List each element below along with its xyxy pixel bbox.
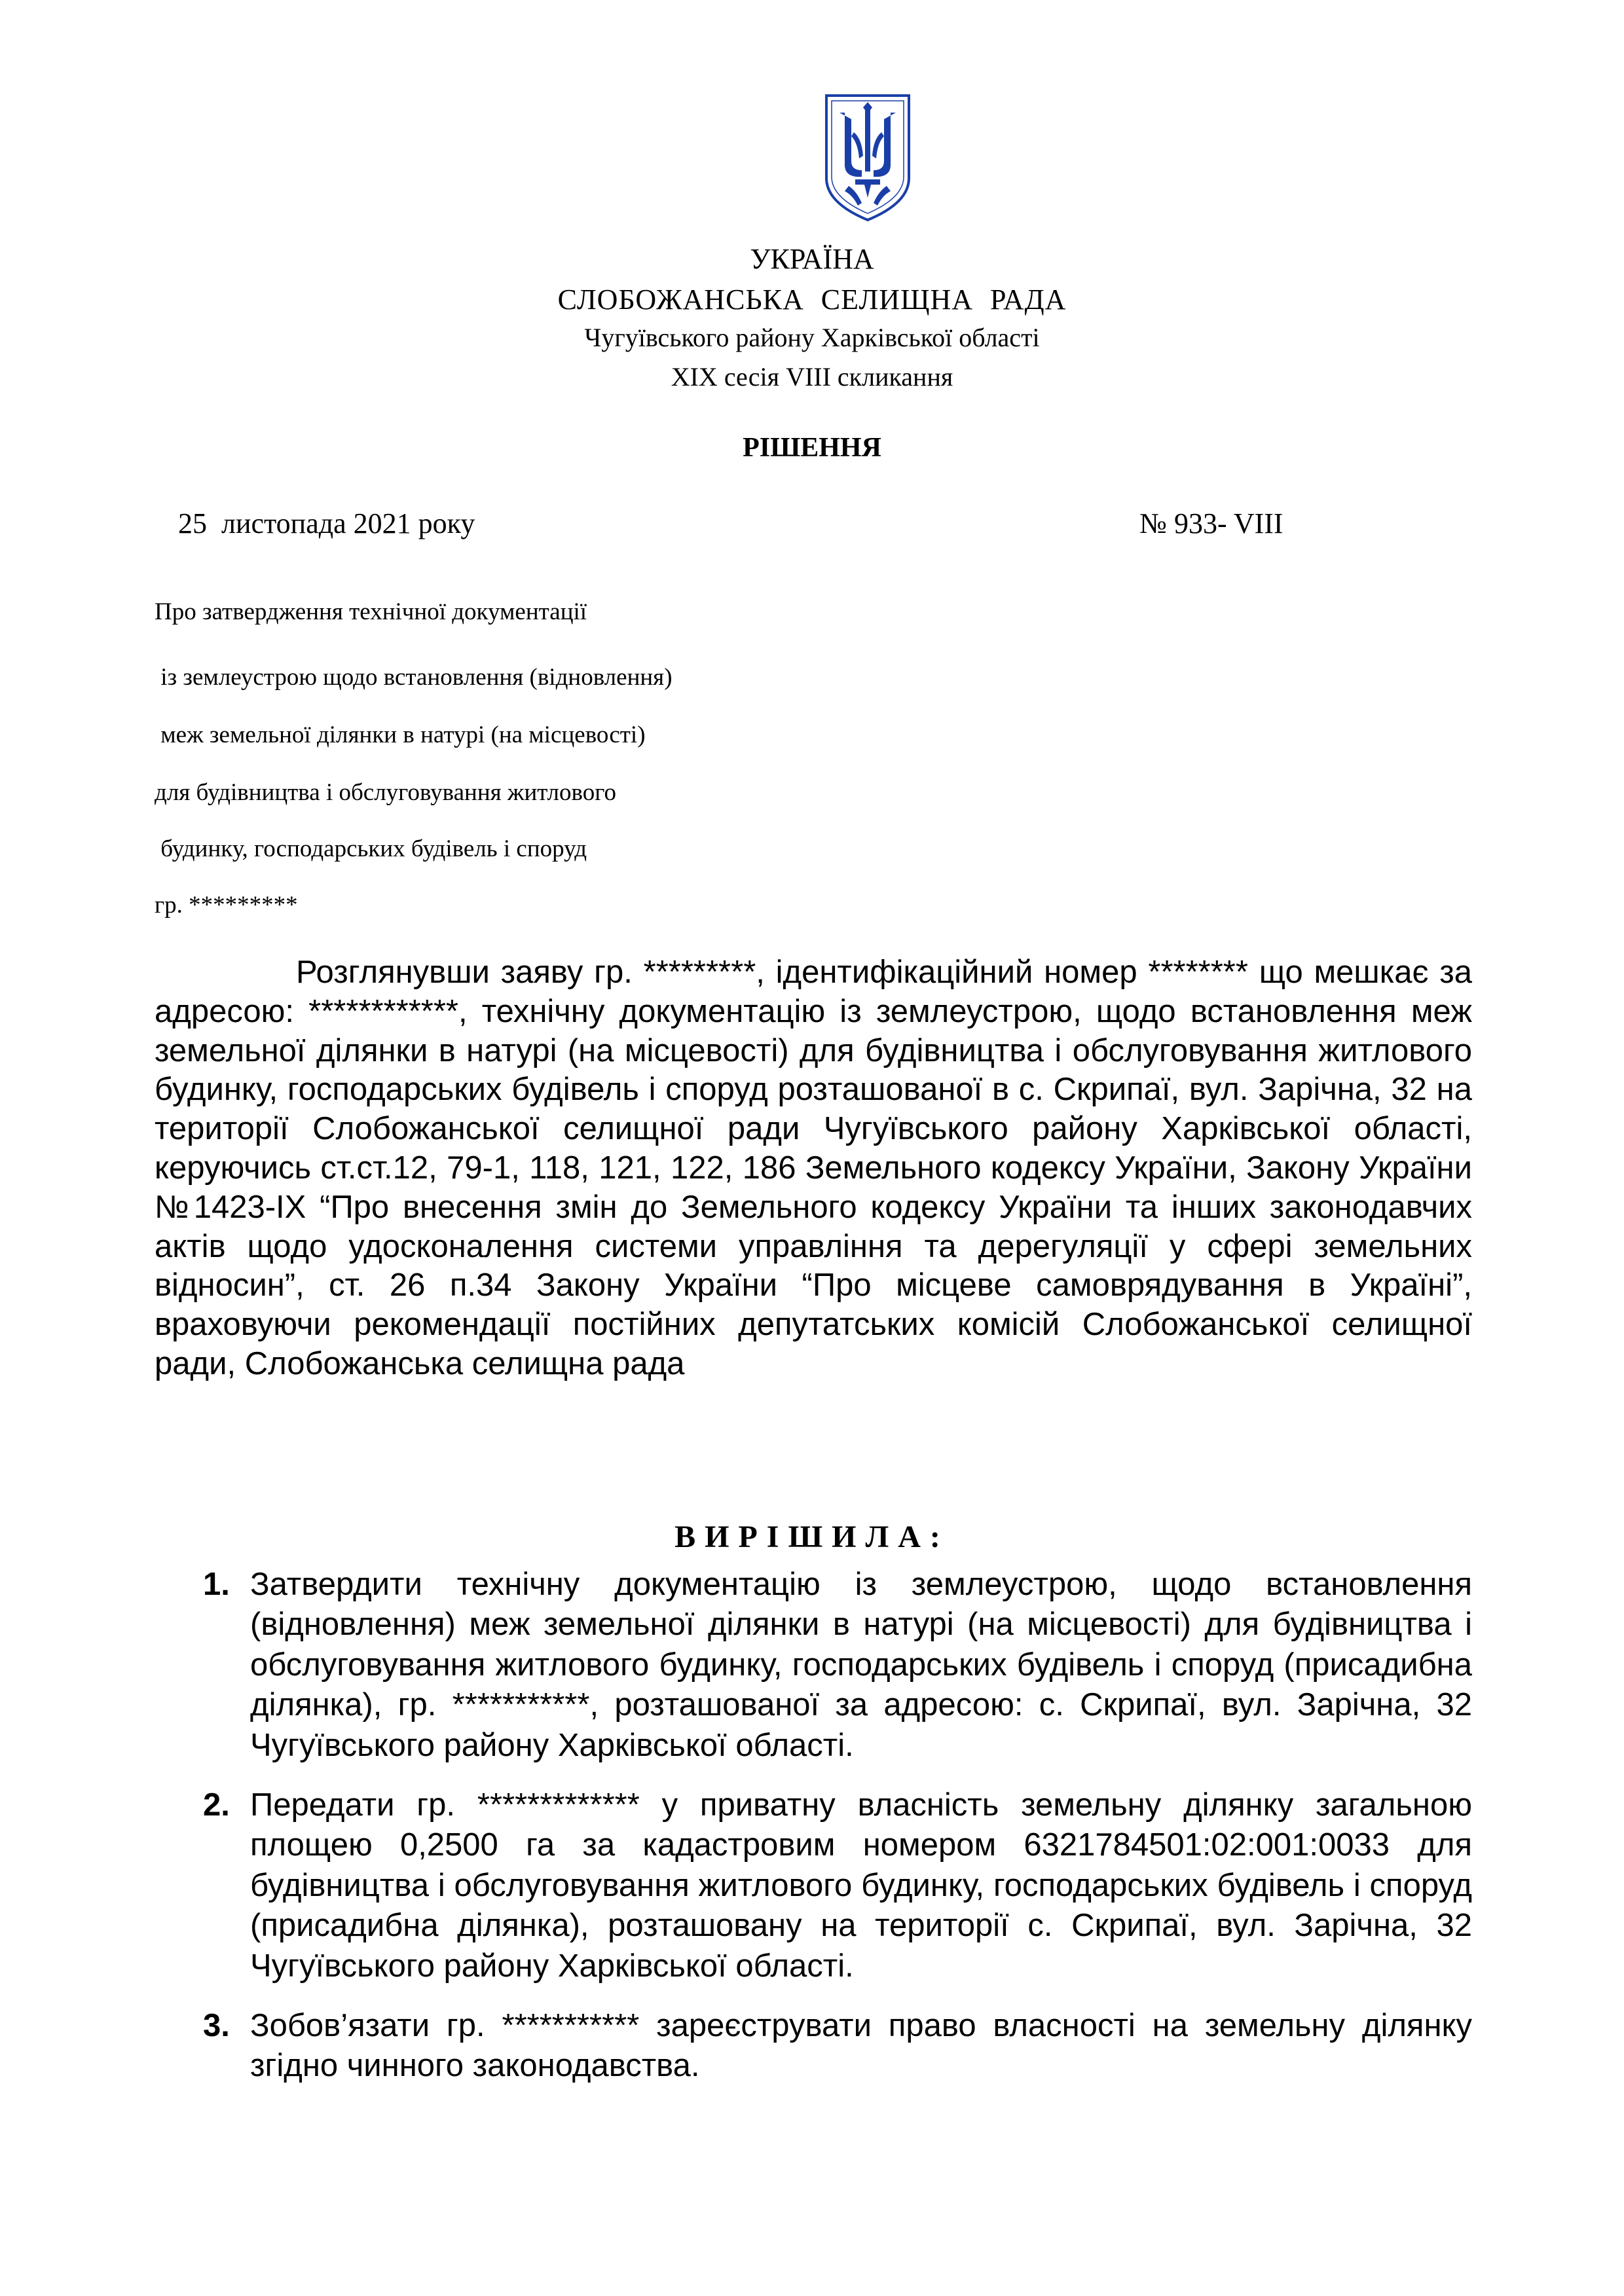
subject-line-5: будинку, господарських будівель і споруд (155, 835, 587, 862)
decision-date: 25 листопада 2021 року (178, 507, 475, 539)
header-session: ХІХ сесія VIII скликання (671, 362, 953, 392)
document-title: РІШЕННЯ (743, 433, 881, 463)
header-country: УКРАЇНА (750, 243, 874, 275)
header-council: СЛОБОЖАНСЬКА СЕЛИЩНА РАДА (557, 283, 1067, 316)
preamble-paragraph (155, 953, 1472, 1384)
subject-line-3: меж земельної ділянки в натурі (на місцевості) (155, 721, 646, 748)
resolved-heading: ВИРІШИЛА: (674, 1520, 950, 1554)
decision-item-1: Затвердити технічну документацію із землеустрою, щодо встановлення (відновлення) меж земельної ділянки в натурі (на місцевості) для будівництва і обслуговування житлового будинку, господарських будівель і споруд (присадибна ділянка), гр. ***********, розташованої за адресою: с. Скрипаї, вул. Зарічна, 32 Чугуївського району Харківської області. (250, 1567, 1472, 1763)
subject-line-4: для будівництва і обслуговування житлового (155, 779, 616, 806)
preamble-text: Розглянувши заяву гр. *********, ідентифікаційний номер ******** що мешкає за адресою: ************, технічну документацію із землеустрою, щодо встановлення меж земельної ділянки в натурі (на місцевості) для будівництва і обслуговування житлового будинку, господарських будівель і споруд розташованої в с. Скрипаї, вул. Зарічна, 32 на території Слобожанської селищної ради Чугуївського району Харківської області, керуючись ст.ст.12, 79-1, 118, 121, 122, 186 Земельного кодексу України, Закону України №1423-IX “Про внесення змін до Земельного кодексу України та інших законодавчих актів щодо удосконалення системи управління та дерегуляції у сфері земельних відносин”, ст. 26 п.34 Закону України “Про місцеве самоврядування в Україні”, враховуючи рекомендації постійних депутатських комісій Слобожанської селищної ради, Слобожанська селищна рада (155, 955, 1472, 1381)
item-number-2: 2. (203, 1787, 230, 1823)
decision-item-3: Зобов’язати гр. *********** зареєструвати право власності на земельну ділянку згідно чинного законодавства. (250, 2008, 1472, 2084)
decision-item-2: Передати гр. ************* у приватну власність земельну ділянку загальною площею 0,2500 га за кадастровим номером 6321784501:02:001:0033 для будівництва і обслуговування житлового будинку, господарських будівель і споруд (присадибна ділянка), розташовану на території с. Скрипаї, вул. Зарічна, 32 Чугуївського району Харківської області. (250, 1787, 1472, 1984)
item-number-3: 3. (203, 2008, 230, 2043)
subject-line-1: Про затвердження технічної документації (155, 598, 587, 625)
coat-of-arms-trident-icon (822, 93, 913, 223)
header-district: Чугуївського району Харківської області (584, 323, 1040, 352)
decision-number: № 933- VIII (1139, 507, 1283, 539)
subject-line-2: із землеустрою щодо встановлення (відновлення) (155, 664, 673, 691)
item-number-1: 1. (203, 1567, 230, 1602)
subject-line-6: гр. ********* (155, 892, 298, 919)
